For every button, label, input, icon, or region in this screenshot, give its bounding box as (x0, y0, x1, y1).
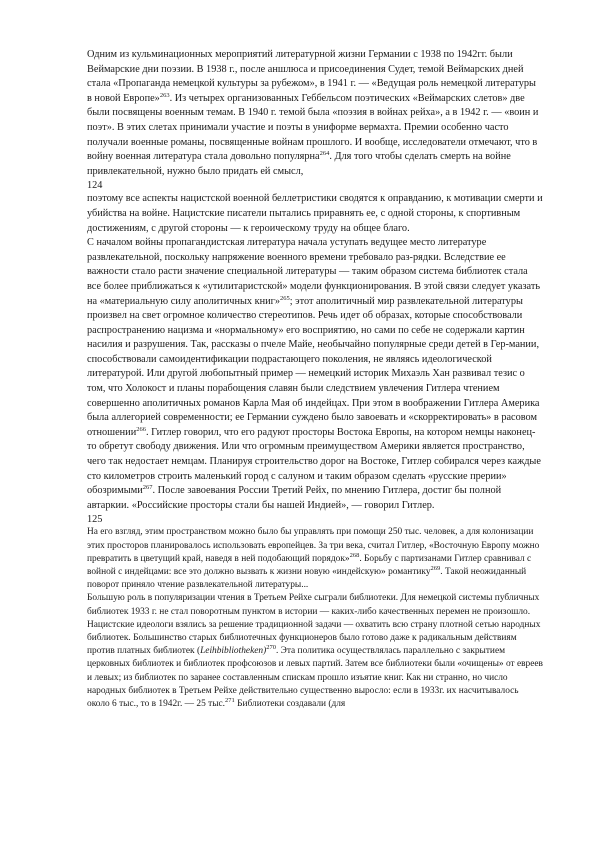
page-number: 125 (87, 514, 103, 526)
footnote-ref[interactable]: 271 (225, 697, 235, 705)
footnote-ref[interactable]: 265 (280, 294, 290, 302)
footnote-ref[interactable]: 269 (430, 565, 441, 573)
footnote-ref[interactable]: 266 (136, 425, 146, 433)
footnote-ref[interactable]: 267 (142, 484, 153, 492)
footnote-ref[interactable]: 263 (159, 91, 170, 99)
footnote-ref[interactable]: 270 (266, 644, 276, 652)
paragraph-war-fiction: поэтому все аспекты нацистской военной беллетристики сводятся к оправданию, к мотивации смерти и убийства на войне. Нацистские писатели пытались приравнять ее, с одной стороны, к спортивным достижениям, с другой стороны — к героическому труду на общее благо. (87, 193, 543, 234)
paragraph-weimar-days: Одним из кульминационных мероприятий литературной жизни Германии с 1938 по 1942гг. были Веймарские дни поэзии. В 1938 г., после аншлюса и присоединения Судет, темой Веймарских дней стала «Пропаганда немецкой культуры за рубежом», в 1941 г. — «Ведущая роль немецкой литературы в новой Европе»$^{263}$. Из четырех организованных Геббельсом поэтических «Веймарских слетов» две были посвящены военным темам. В 1940 г. темой была «поэзия в войнах рейха», а в 1942 г. — «воин и поэт». В этих слетах принимали участие и поэты в униформе вермахта. Премии особенно часто получали военные романы, посвященные войнам прошлого. И вообще, исследователи отмечают, что в войну военная литература стала довольно популярна$^{264}$. Для того чтобы сделать смерть на войне привлекательной, нужно было придать ей смысл, (87, 49, 539, 177)
paragraph-eastern-space: На его взгляд, этим пространством можно было бы управлять при помощи 250 тыс. человек, а для колонизации этих просторов планировалось использовать европейцев. За три века, считал Гитлер, «Восточную Европу можно превратить в цветущий край, наведя в ней подобающий порядок»$^{268}$. Борьбу с партизанами Гитлер сравнивал с войной с индейцами: все это должно вызвать к жизни новую «индейскую» романтику$^{269}$. Такой неожиданный поворот приняло чтение развлекательной литературы... (87, 527, 540, 591)
footnote-ref[interactable]: 264 (319, 150, 330, 158)
page-number: 124 (87, 180, 103, 192)
footnote-ref[interactable]: 268 (349, 551, 360, 559)
paragraph-entertainment-literature: С началом войны пропагандистская литература начала уступать ведущее место литературе развлекательной, поскольку напряжение военного времени требовало раз-рядки. Вследствие ее важности стало расти значение специальной литературы — таким образом система библиотек стала все более приближаться к «утилитаристской» модели функционирования. В этой связи следует указать на «материальную силу аполитичных книг»$^{265}$; этот аполитичный мир развлекательной литературы произвел на свет огромное количество стереотипов. Речь идет об образах, которые способствовали распространению нацизма и «нормальному» его восприятию, но сами по себе не содержали картин насилия и разрушения. Так, рассказы о пчеле Майе, необычайно популярные среди детей в Гер-мании, способствовали самоидентификации подрастающего поколения, не являясь идеологической литературой. Или другой любопытный пример — немецкий историк Михаэль Хан развивал тезис о том, что Холокост и планы порабощения славян были следствием увлечения Гитлера чтением совершенно аполитичных романов Карла Мая об индейцах. При этом в воображении Гитлера Америка была аллегорией современности; ее Германии суждено было завоевать и «скорректировать» в расовом отношении$^{266}$. Гитлер говорил, что его радуют просторы Востока Европы, на котором немцы наконец-то обретут свободу движения. Или что огромным преимуществом Америки является пространство, чего так недостает немцам. Планируя строительство дорог на Востоке, Гитлер собирался через каждые сто километров строить маленький город с салуном и таким образом сделать «русские прерии» обозримыми$^{267}$. После завоевания России Третий Рейх, по мнению Гитлера, достиг бы полной автаркии. «Российские просторы стали бы нашей Индией», — говорил Гитлер. (87, 237, 541, 511)
paragraph-libraries: Большую роль в популяризации чтения в Третьем Рейхе сыграли библиотеки. Для немецкой системы публичных библиотек 1933 г. не стал поворотным пунктом в истории — каких-либо качественных перемен не произошло. Нацистские идеологи взялись за решение традиционной задачи — охватить всю страну плотной сетью народных библиотек. Большинство старых библиотечных функционеров было готово даже к радикальным действиям против платных библиотек (Leihbibliotheken)$^{270}$. Эта политика осуществлялась параллельно с закрытием церковных библиотек и библиотек профсоюзов и левых партий. Затем все библиотеки были «очищены» от евреев и левых; из библиотек по заранее составленным спискам прошло изъятие книг. Как ни странно, но число народных библиотек в Третьем Рейхе действительно существенно выросло: если в 1933г. их насчитывалось около 6 тыс., то в 1942г. — 25 тыс.$^{271}$ Библиотеки создавали (для (87, 593, 543, 710)
document-page (87, 48, 543, 711)
